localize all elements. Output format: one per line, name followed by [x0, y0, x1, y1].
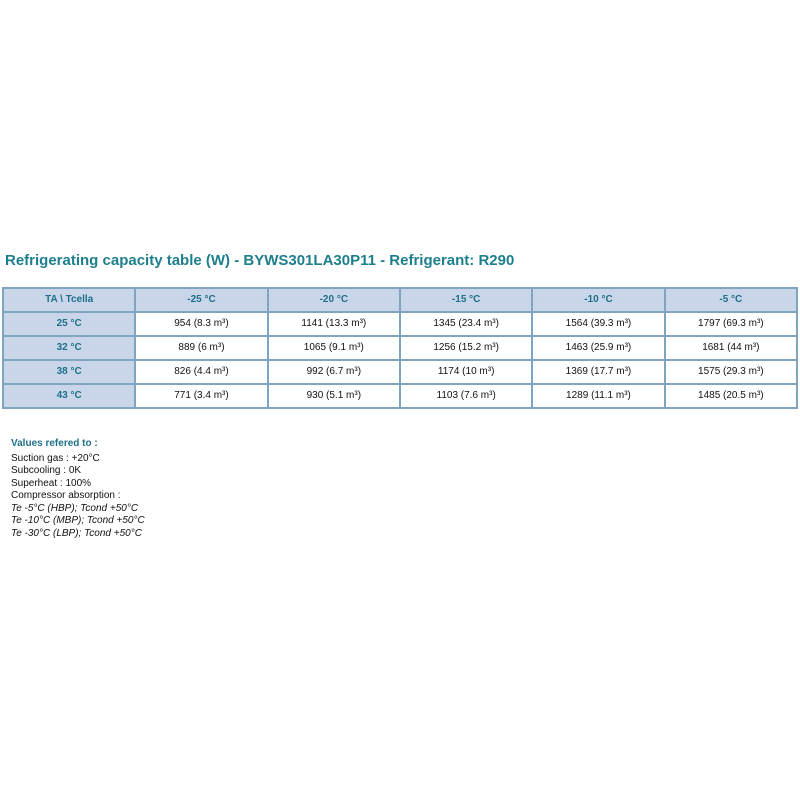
notes-heading: Values refered to :	[11, 438, 98, 449]
capacity-table	[2, 287, 798, 409]
column-header: -25 °C	[135, 288, 267, 312]
table-row	[3, 312, 797, 336]
row-header: 25 °C	[3, 312, 135, 336]
table-row	[3, 360, 797, 384]
table-cell: 992 (6.7 m³)	[268, 360, 400, 384]
reference-notes	[11, 438, 145, 540]
column-header: -15 °C	[400, 288, 532, 312]
table-cell: 954 (8.3 m³)	[135, 312, 267, 336]
table-cell: 1345 (23.4 m³)	[400, 312, 532, 336]
column-header: -10 °C	[532, 288, 664, 312]
note-line-italic: Te -10°C (MBP); Tcond +50°C	[11, 515, 145, 526]
table-cell: 1681 (44 m³)	[665, 336, 797, 360]
note-line-italic: Te -5°C (HBP); Tcond +50°C	[11, 502, 139, 514]
table-cell: 1289 (11.1 m³)	[532, 384, 664, 408]
row-header: 32 °C	[3, 336, 135, 360]
table-cell: 771 (3.4 m³)	[135, 384, 267, 408]
note-line: Subcooling : 0K	[11, 465, 82, 476]
row-header: 38 °C	[3, 360, 135, 384]
row-header: 43 °C	[3, 384, 135, 408]
note-line: Compressor absorption :	[11, 490, 121, 501]
table-cell: 1141 (13.3 m³)	[268, 312, 400, 336]
table-cell: 1564 (39.3 m³)	[532, 312, 664, 336]
table-cell: 1463 (25.9 m³)	[532, 336, 664, 360]
table-row	[3, 336, 797, 360]
column-header: -20 °C	[268, 288, 400, 312]
note-line-italic: Te -30°C (LBP); Tcond +50°C	[11, 527, 142, 539]
note-line: Suction gas : +20°C	[11, 452, 100, 464]
table-row	[3, 384, 797, 408]
table-cell: 1575 (29.3 m³)	[665, 360, 797, 384]
table-cell: 1485 (20.5 m³)	[665, 384, 797, 408]
table-cell: 1103 (7.6 m³)	[400, 384, 532, 408]
table-cell: 889 (6 m³)	[135, 336, 267, 360]
table-header-row	[3, 288, 797, 312]
page-title: Refrigerating capacity table (W) - BYWS301LA30P11 - Refrigerant: R290	[5, 252, 515, 269]
corner-header: TA \ Tcella	[3, 288, 135, 312]
note-line: Superheat : 100%	[11, 477, 92, 489]
table-cell: 1065 (9.1 m³)	[268, 336, 400, 360]
table-cell: 1174 (10 m³)	[400, 360, 532, 384]
table-cell: 930 (5.1 m³)	[268, 384, 400, 408]
table-cell: 1256 (15.2 m³)	[400, 336, 532, 360]
table-cell: 1797 (69.3 m³)	[665, 312, 797, 336]
column-header: -5 °C	[665, 288, 797, 312]
table-cell: 826 (4.4 m³)	[135, 360, 267, 384]
table-cell: 1369 (17.7 m³)	[532, 360, 664, 384]
